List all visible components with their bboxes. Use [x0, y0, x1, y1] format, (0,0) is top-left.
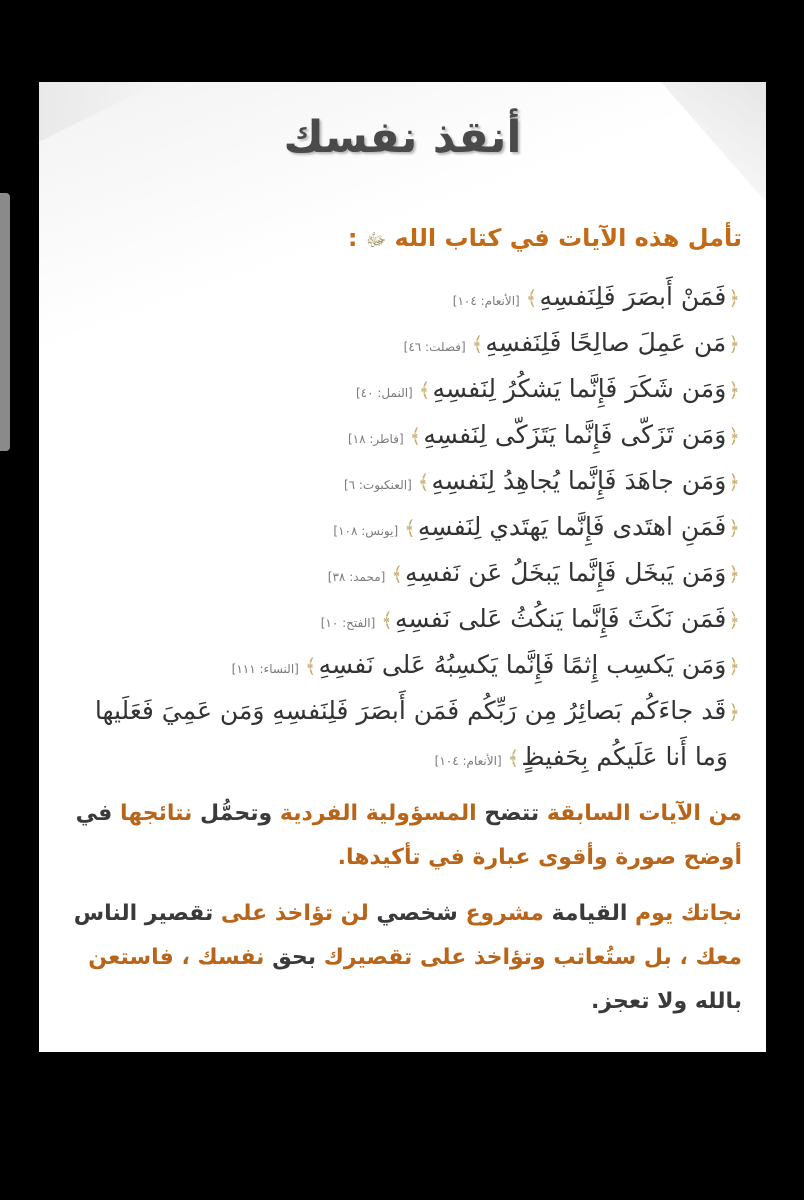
verse-line	[52, 366, 742, 412]
paragraph-line	[52, 792, 742, 836]
verses-list	[52, 274, 742, 780]
verse-reference: [الفتح: ١٠]	[320, 616, 376, 630]
ornament-open: ﴿	[728, 654, 740, 678]
ornament-open: ﴿	[728, 286, 740, 310]
verse-reference: [النساء: ١١١]	[231, 662, 299, 676]
verse-reference: [محمد: ٣٨]	[327, 570, 386, 584]
text-run: لن تؤاخذ على	[213, 901, 369, 926]
ornament-close: ﴾	[409, 424, 422, 448]
verse-text: مَن عَمِلَ صالِحًا فَلِنَفسِهِ	[485, 328, 727, 357]
text-run: في	[75, 801, 113, 826]
ornament-open: ﴿	[728, 562, 740, 586]
verse-reference: [فاطر: ١٨]	[347, 432, 404, 446]
intro-colon: :	[347, 224, 366, 252]
paragraph-salvation	[52, 892, 742, 1024]
verse-text: وَمَن شَكَرَ فَإِنَّما يَشكُرُ لِنَفسِهِ	[432, 374, 727, 403]
ornament-close: ﴾	[381, 608, 393, 632]
verse-reference: [يونس: ١٠٨]	[333, 524, 399, 538]
verse-text: قَد جاءَكُم بَصائِرُ مِن رَبِّكُم فَمَن أَبصَرَ فَلِنَفسِهِ وَمَن عَمِيَ فَعَلَيها	[94, 696, 727, 725]
verse-line	[52, 504, 742, 550]
text-run: تتضح	[476, 801, 540, 826]
page-title: أنقذ نفسك	[283, 112, 522, 163]
verse-reference: [فصلت: ٤٦]	[403, 340, 466, 354]
ornament-close: ﴾	[471, 332, 484, 356]
text-run: نجاتك يوم	[627, 901, 742, 926]
verse-text: وَمَن يَبخَل فَإِنَّما يَبخَلُ عَن نَفسِهِ	[405, 558, 727, 587]
paragraph-line	[52, 892, 742, 936]
verse-line	[52, 642, 742, 688]
verse-text: وَمَن جاهَدَ فَإِنَّما يُجاهِدُ لِنَفسِهِ	[431, 466, 727, 495]
verse-line	[52, 274, 742, 320]
text-run: بحق	[264, 945, 317, 970]
verse-text: فَمَن نَكَثَ فَإِنَّما يَنكُثُ عَلى نَفسِهِ	[395, 604, 727, 633]
verse-text: فَمَنِ اهتَدى فَإِنَّما يَهتَدي لِنَفسِهِ	[417, 512, 727, 541]
ornament-close: ﴾	[507, 746, 520, 770]
text-run: وتحمُّل	[192, 801, 273, 826]
paragraph-line	[52, 936, 742, 980]
text-run: بل ستُعاتب وتؤاخذ على تقصيرك	[316, 945, 672, 970]
verse-text: وَمَن يَكسِب إِثمًا فَإِنَّما يَكسِبُهُ عَلى نَفسِهِ	[318, 650, 727, 679]
text-run: المسؤولية الفردية	[272, 801, 477, 826]
ornament-close: ﴾	[418, 378, 431, 402]
verse-line	[52, 320, 742, 366]
text-run: نتائجها	[112, 801, 193, 826]
ornament-open: ﴿	[728, 516, 740, 540]
intro-line	[348, 224, 742, 255]
ornament-close: ﴾	[525, 286, 538, 310]
honorific-glyph: ﷻ	[365, 230, 387, 251]
text-run: تقصير الناس	[73, 901, 214, 926]
verse-line	[52, 596, 742, 642]
ornament-open: ﴿	[728, 378, 740, 402]
ornament-close: ﴾	[404, 516, 416, 540]
ornament-open: ﴿	[728, 332, 740, 356]
ornament-open: ﴿	[728, 608, 740, 632]
text-run: معك ،	[671, 945, 742, 970]
verse-line	[52, 550, 742, 596]
ornament-open: ﴿	[728, 424, 740, 448]
verse-text: فَمَنْ أَبصَرَ فَلِنَفسِهِ	[539, 282, 727, 311]
verse-text: وَما أَنا عَلَيكُم بِحَفيظٍ	[521, 742, 728, 771]
text-run: القيامة	[543, 901, 628, 926]
text-run: شخصي	[368, 901, 458, 926]
ornament-open: ﴿	[728, 470, 740, 494]
verse-line	[52, 412, 742, 458]
paragraph-responsibility	[52, 792, 742, 880]
verse-line	[52, 734, 742, 780]
side-panel-handle[interactable]	[0, 193, 10, 451]
image-card	[39, 82, 766, 1052]
ornament-open: ﴿	[728, 700, 740, 724]
paragraph-line: أوضح صورة وأقوى عبارة في تأكيدها.	[337, 845, 742, 870]
text-run: نفسك ،	[173, 945, 265, 970]
ornament-close: ﴾	[304, 654, 317, 678]
ornament-close: ﴾	[391, 562, 404, 586]
verse-reference: [الأنعام: ١٠٤]	[452, 294, 520, 308]
verse-reference: [النمل: ٤٠]	[355, 386, 413, 400]
text-run: من الآيات السابقة	[539, 801, 742, 826]
text-run: مشروع	[457, 901, 544, 926]
text-run: فاستعن	[88, 945, 174, 970]
verse-line	[52, 458, 742, 504]
verse-text: وَمَن تَزَكّى فَإِنَّما يَتَزَكّى لِنَفسِهِ	[423, 420, 727, 449]
verse-reference: [الأنعام: ١٠٤]	[434, 754, 502, 768]
verse-line	[52, 688, 742, 734]
paragraph-line: بالله ولا تعجز.	[590, 989, 742, 1014]
intro-text: تأمل هذه الآيات في كتاب الله	[394, 224, 742, 252]
verse-reference: [العنكبوت: ٦]	[343, 478, 412, 492]
ornament-close: ﴾	[417, 470, 430, 494]
